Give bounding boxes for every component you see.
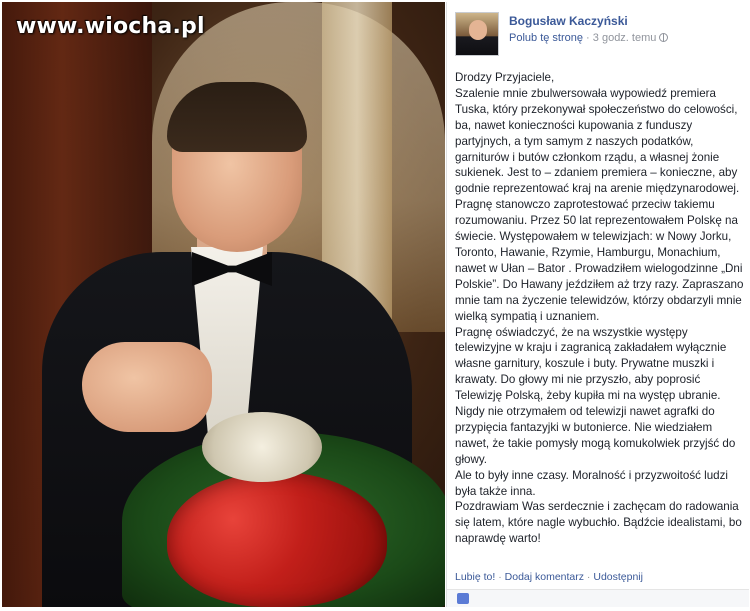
post-paragraph: Pozdrawiam Was serdecznie i zachęcam do radowania się latem, które nagle wybuchło. Bądźcie idealistami, bo naprawdę warto!	[455, 500, 742, 546]
comment-button[interactable]: Dodaj komentarz	[504, 571, 585, 583]
author-name[interactable]: Bogusław Kaczyński	[509, 14, 628, 28]
globe-icon	[659, 33, 668, 42]
post-paragraph: Drodzy Przyjaciele,	[455, 71, 555, 84]
facebook-post	[446, 2, 748, 607]
post-paragraph: Szalenie mnie zbulwersowała wypowiedź premiera Tuska, który przekonywał społeczeństwo do celowości, ba, nawet konieczności kupowania z funduszy partyjnych, a tym samym z naszych podatków, garniturów i butów członkom rządu, a własnej żonie sukienek. Jest to – zdaniem premiera – konieczne, aby godnie reprezentować kraj na arenie międzynarodowej. Pragnę stanowczo zaprotestować przeciw takiemu rozumowaniu. Przez 50 lat reprezentowałem Polskę na świecie. Występowałem w telewizjach: w Nowy Jorku, Toronto, Hawanie, Rzymie, Hamburgu, Monachium, nawet w Ułan – Bator . Prowadziłem wielogodzinne „Dni Polskie”. Do Hawany jeździłem aż trzy razy. Zapraszano mnie tam na życzenie telewidzów, którzy obdarzyli mnie wielką sympatią i uznaniem.	[455, 86, 744, 323]
post-footer	[447, 589, 749, 607]
like-page-link[interactable]: Polub tę stronę	[509, 32, 583, 44]
share-button[interactable]: Udostępnij	[593, 571, 643, 583]
post-header	[455, 12, 745, 58]
watermark: www.wiocha.pl	[16, 14, 205, 39]
post-meta	[509, 32, 668, 44]
post-paragraph: Ale to były inne czasy. Moralność i przyzwoitość ludzi była także inna.	[455, 468, 728, 498]
action-separator: ·	[495, 571, 505, 583]
post-time[interactable]: 3 godz. temu	[592, 32, 657, 44]
post-photo[interactable]	[2, 2, 445, 607]
meta-separator: ·	[583, 32, 593, 44]
like-button[interactable]: Lubię to!	[455, 571, 496, 583]
avatar-face	[469, 20, 487, 40]
author-avatar[interactable]	[455, 12, 499, 56]
photo-bouquet-roses	[167, 472, 387, 607]
post-actions	[455, 571, 643, 583]
photo-hand	[82, 342, 212, 432]
photo-hair	[167, 82, 307, 152]
photo-bouquet-white	[202, 412, 322, 482]
post-body	[455, 70, 745, 547]
thumbs-up-icon	[457, 593, 469, 604]
post-paragraph: Pragnę oświadczyć, że na wszystkie występy telewizyjne w kraju i zagranicą zakładałem wyłącznie własne garnitury, koszule i buty. Prywatne muszki i krawaty. Do głowy mi nie przyszło, aby poprosić Telewizję Polską, żeby kupiła mi na występ ubranie. Nigdy nie otrzymałem od telewizji nawet agrafki do przypięcia fantazyjki w butonierce. Nie wiedziałem nawet, że takie pomysły mogą komukolwiek przyjść do głowy.	[455, 325, 736, 466]
action-separator: ·	[584, 571, 594, 583]
